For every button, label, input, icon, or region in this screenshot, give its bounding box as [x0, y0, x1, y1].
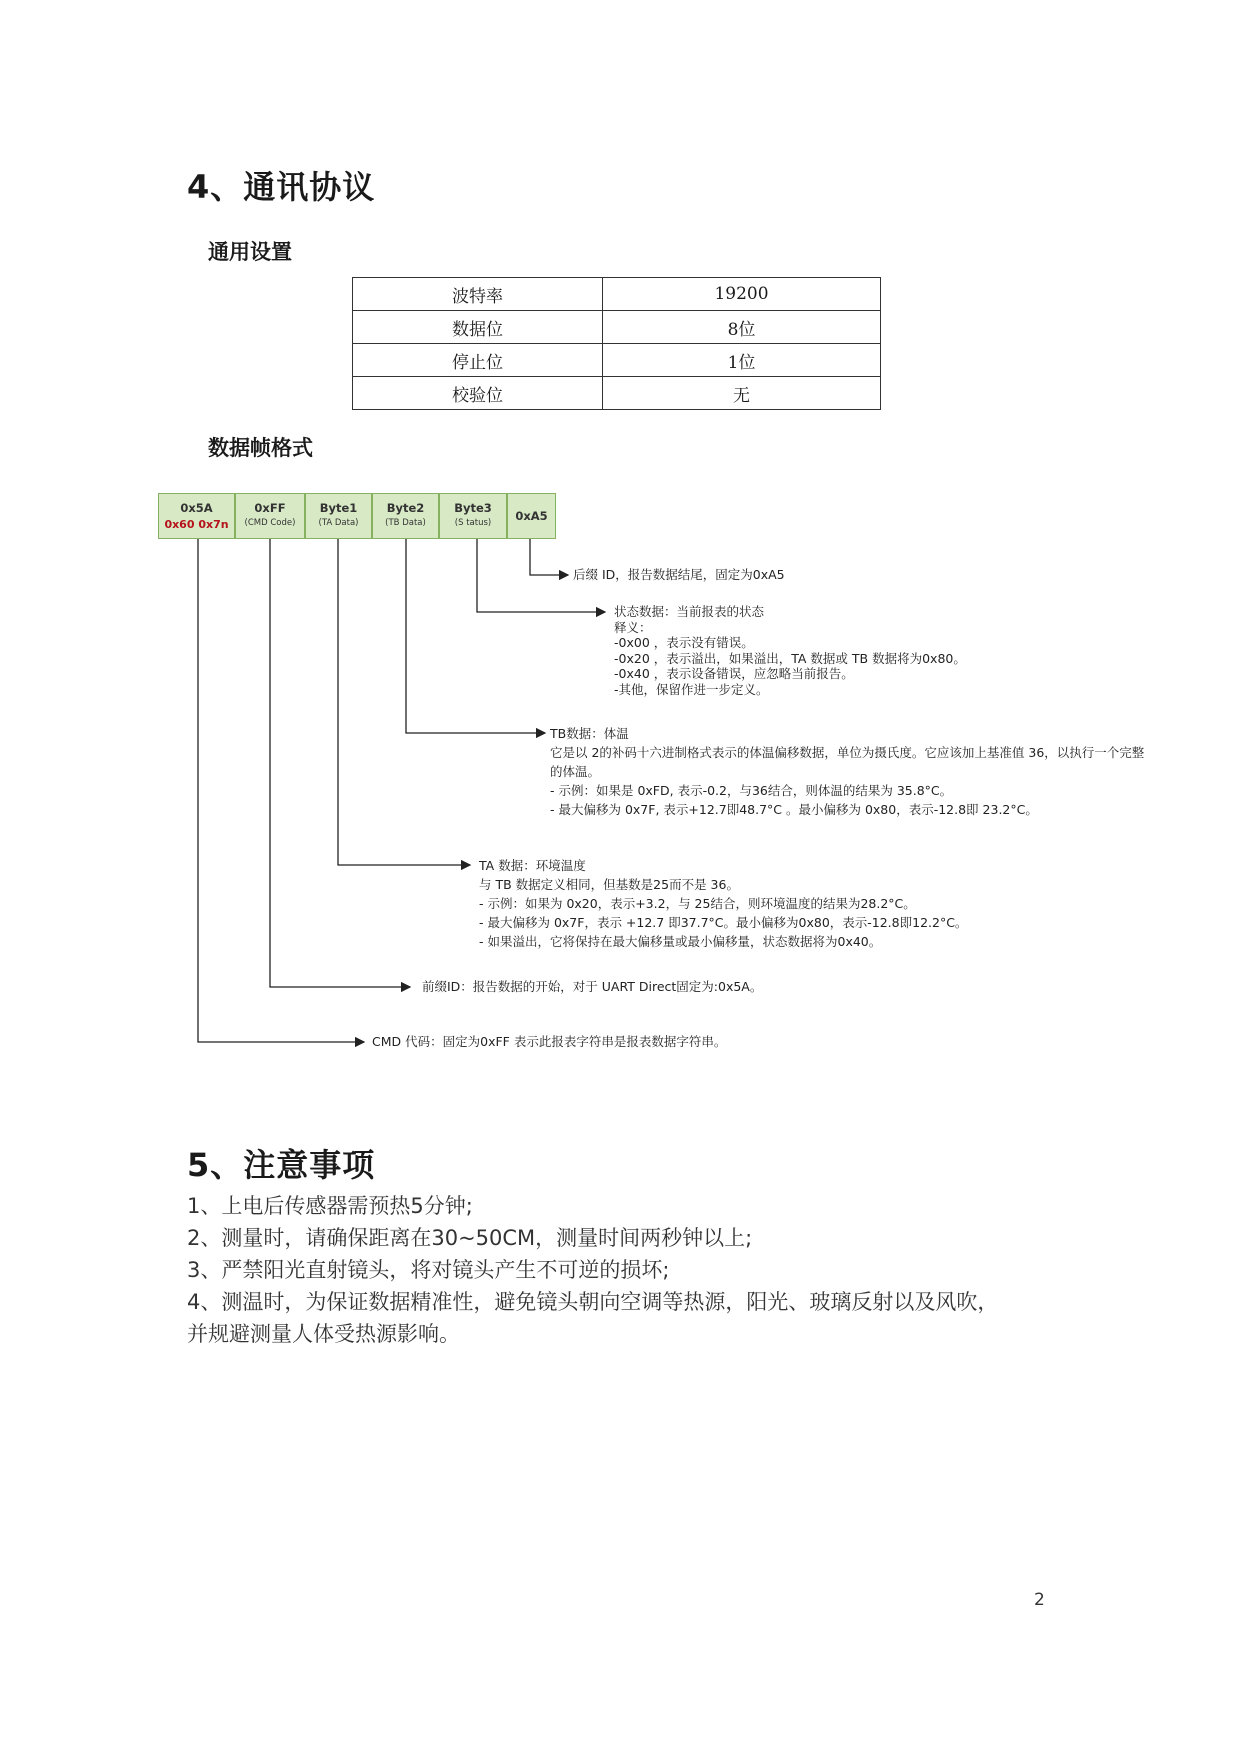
connector-ta — [338, 539, 470, 865]
frame-field-bottom: (CMD Code) — [244, 518, 296, 528]
setting-value: 8位 — [603, 311, 881, 344]
list-item: 4、测温时，为保证数据精准性，避免镜头朝向空调等热源，阳光、玻璃反射以及风吹， — [187, 1290, 999, 1314]
frame-field-top: 0xA5 — [515, 509, 548, 523]
annotation-prefix — [422, 978, 762, 996]
frame-field-bottom: (TB Data) — [385, 518, 426, 528]
annotation-ta — [479, 856, 967, 951]
annotation-line: 前缀ID：报告数据的开始，对于 UART Direct固定为:0x5A。 — [422, 979, 763, 994]
annotation-line: 释义： — [614, 619, 652, 635]
annotation-suffix — [573, 566, 785, 584]
annotation-status — [614, 604, 966, 697]
annotation-tb — [550, 724, 1144, 819]
list-item: 2、测量时，请确保距离在30~50CM，测量时间两秒钟以上; — [187, 1226, 753, 1250]
annotation-line: 它是以 2的补码十六进制格式表示的体温偏移数据，单位为摄氏度。它应该加上基准值 36，以执行一个完整 — [550, 745, 1145, 760]
annotation-line: - 最大偏移为 0x7F, 表示+12.7即48.7°C 。最小偏移为 0x80，表示-12.8即 23.2°C。 — [550, 802, 1038, 817]
annotation-line: -0x40 ，表示设备错误，应忽略当前报告。 — [614, 666, 854, 681]
frame-field-top: Byte1 — [319, 501, 358, 515]
setting-value: 1位 — [603, 344, 881, 377]
list-item: 3、严禁阳光直射镜头，将对镜头产生不可逆的损坏; — [187, 1258, 670, 1282]
annotation-line: - 如果溢出，它将保持在最大偏移量或最小偏移量，状态数据将为0x40。 — [479, 934, 882, 949]
connector-prefix — [270, 539, 410, 987]
connector-cmd — [198, 539, 364, 1042]
general-settings-title: 通用设置 — [208, 240, 292, 264]
annotation-line: 的体温。 — [550, 764, 601, 779]
annotation-line: 状态数据：当前报表的状态 — [614, 604, 765, 619]
annotation-line: - 最大偏移为 0x7F，表示 +12.7 即37.7°C。最小偏移为0x80，表示-12.8即12.2°C。 — [479, 915, 968, 930]
connector-suffix — [530, 539, 568, 575]
setting-value: 19200 — [603, 278, 881, 311]
frame-field-top: Byte2 — [386, 501, 425, 515]
list-item: 1、上电后传感器需预热5分钟; — [187, 1194, 473, 1218]
annotation-cmd — [372, 1033, 726, 1051]
frame-field-top: 0xFF — [254, 501, 286, 515]
section-4-title: 4、通讯协议 — [187, 168, 376, 206]
list-item: 并规避测量人体受热源影响。 — [187, 1322, 460, 1346]
frame-field-top: 0x5A — [180, 501, 213, 515]
annotation-line: TB数据：体温 — [550, 726, 629, 741]
annotation-line: - 示例：如果为 0x20，表示+3.2，与 25结合，则环境温度的结果为28.2°C。 — [479, 896, 916, 911]
setting-name: 波特率 — [353, 278, 603, 311]
annotation-line: -0x00 ，表示没有错误。 — [614, 635, 754, 650]
section-5-title: 5、注意事项 — [187, 1146, 376, 1184]
frame-field-bottom: (TA Data) — [318, 518, 359, 528]
frame-field-top: Byte3 — [454, 501, 492, 515]
annotation-line: -0x20 ，表示溢出，如果溢出，TA 数据或 TB 数据将为0x80。 — [614, 650, 966, 666]
connector-tb — [406, 539, 545, 733]
annotation-line: -其他，保留作进一步定义。 — [614, 681, 769, 697]
frame-field-bottom: 0x60 0x7n — [164, 518, 229, 531]
annotation-line: - 示例：如果是 0xFD, 表示-0.2，与36结合，则体温的结果为 35.8°C。 — [550, 783, 953, 798]
annotation-line: CMD 代码：固定为0xFF 表示此报表字符串是报表数据字符串。 — [372, 1034, 727, 1049]
setting-value: 无 — [603, 377, 881, 410]
setting-name: 校验位 — [353, 377, 603, 410]
annotation-line: TA 数据：环境温度 — [479, 858, 586, 873]
frame-field-bottom: (S tatus) — [454, 518, 492, 528]
setting-name: 数据位 — [353, 311, 603, 344]
annotation-line: 与 TB 数据定义相同，但基数是25而不是 36。 — [479, 877, 739, 892]
setting-name: 停止位 — [353, 344, 603, 377]
notes-list — [187, 1190, 998, 1350]
frame-format-title: 数据帧格式 — [208, 436, 313, 460]
annotation-line: 后缀 ID，报告数据结尾，固定为0xA5 — [573, 567, 785, 582]
page-number: 2 — [1034, 1590, 1045, 1610]
